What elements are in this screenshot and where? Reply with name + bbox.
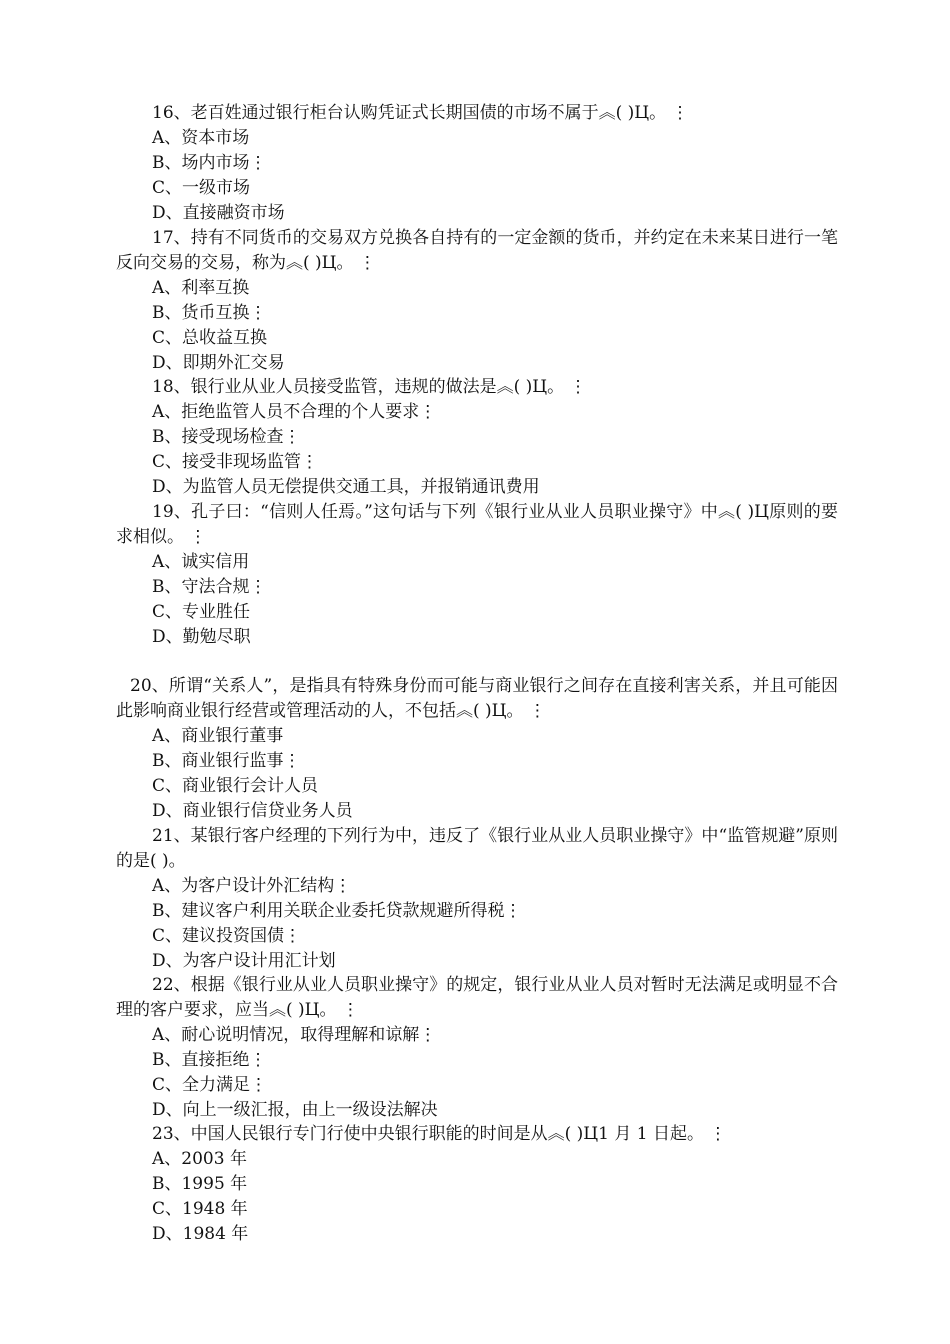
option-b: B、接受现场检查⋮: [152, 427, 301, 447]
question-stem: 17、持有不同货币的交易双方兑换各自持有的一定金额的货币，并约定在未来某日进行一笔反向交易的交易，称为︽( )Ц。 ⋮: [116, 228, 838, 273]
option-c: C、专业胜任: [152, 602, 251, 622]
option-d: D、即期外汇交易: [152, 353, 285, 373]
option-c: C、接受非现场监管⋮: [152, 452, 319, 472]
question-22: [116, 973, 838, 1123]
question-stem: 23、中国人民银行专门行使中央银行职能的时间是从︽( )Ц1 月 1 日起。 ⋮: [152, 1124, 727, 1144]
question-stem: 22、根据《银行业从业人员职业操守》的规定，银行业从业人员对暂时无法满足或明显不合理的客户要求，应当︽( )Ц。 ⋮: [116, 975, 838, 1020]
option-a: A、为客户设计外汇结构⋮: [152, 876, 352, 896]
question-stem: 20、所谓“关系人”，是指具有特殊身份而可能与商业银行之间存在直接利害关系，并且可能因此影响商业银行经营或管理活动的人，不包括︽( )Ц。 ⋮: [116, 676, 838, 721]
option-d: D、向上一级汇报，由上一级设法解决: [152, 1100, 438, 1120]
option-d: D、1984 年: [152, 1224, 249, 1244]
option-c: C、全力满足⋮: [152, 1075, 268, 1095]
question-23: [116, 1122, 838, 1247]
question-stem: 16、老百姓通过银行柜台认购凭证式长期国债的市场不属于︽( )Ц。 ⋮: [152, 103, 689, 123]
option-b: B、1995 年: [152, 1174, 248, 1194]
option-b: B、货币互换⋮: [152, 303, 267, 323]
question-stem: 19、孔子曰：“信则人任焉。”这句话与下列《银行业从业人员职业操守》中︽( )Ц原则的要求相似。 ⋮: [116, 502, 838, 547]
question-stem: 18、银行业从业人员接受监管，违规的做法是︽( )Ц。 ⋮: [152, 377, 587, 397]
option-c: C、一级市场: [152, 178, 251, 198]
option-b: B、商业银行监事⋮: [152, 751, 301, 771]
question-18: [116, 375, 838, 500]
option-a: A、商业银行董事: [152, 726, 284, 746]
option-a: A、拒绝监管人员不合理的个人要求⋮: [152, 402, 437, 422]
option-b: B、建议客户利用关联企业委托贷款规避所得税⋮: [152, 901, 522, 921]
option-a: A、资本市场: [152, 128, 250, 148]
option-a: A、2003 年: [152, 1149, 247, 1169]
question-stem: 21、某银行客户经理的下列行为中，违反了《银行业从业人员职业操守》中“监管规避”原则的是( )。: [116, 826, 838, 871]
option-d: D、为客户设计用汇计划: [152, 951, 336, 971]
option-b: B、场内市场⋮: [152, 153, 267, 173]
option-c: C、商业银行会计人员: [152, 776, 319, 796]
question-21: [116, 824, 838, 974]
option-d: D、勤勉尽职: [152, 627, 251, 647]
option-c: C、建议投资国债⋮: [152, 926, 302, 946]
question-16: [116, 101, 838, 226]
option-c: C、总收益互换: [152, 328, 268, 348]
option-d: D、直接融资市场: [152, 203, 285, 223]
option-c: C、1948 年: [152, 1199, 248, 1219]
option-d: D、商业银行信贷业务人员: [152, 801, 353, 821]
question-20: [116, 674, 838, 824]
option-d: D、为监管人员无偿提供交通工具，并报销通讯费用: [152, 477, 540, 497]
option-b: B、直接拒绝⋮: [152, 1050, 267, 1070]
option-a: A、耐心说明情况，取得理解和谅解⋮: [152, 1025, 437, 1045]
question-19: [116, 500, 838, 650]
option-b: B、守法合规⋮: [152, 577, 267, 597]
option-a: A、利率互换: [152, 278, 250, 298]
option-a: A、诚实信用: [152, 552, 250, 572]
question-17: [116, 226, 838, 376]
